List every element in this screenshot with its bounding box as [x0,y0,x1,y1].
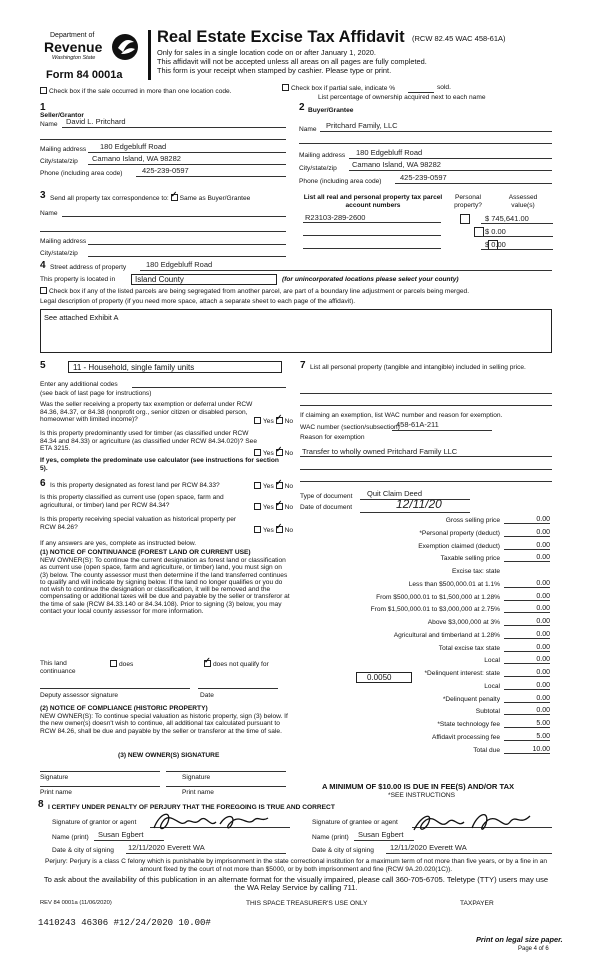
fee-label: *Delinquent interest: state [424,670,500,677]
deputy-date-label: Date [200,692,214,699]
wa-logo-icon [110,32,140,62]
grantor-date-label: Date & city of signing [52,847,114,854]
grantee-date-label: Date & city of signing [312,847,374,854]
multi-location-check[interactable] [40,87,232,96]
buyer-phone-label: Phone (including area code) [299,178,382,185]
minimum-note: A MINIMUM OF $10.00 IS DUE IN FEE(S) AND/OR TAX [322,782,515,791]
sec2-heading [299,102,305,113]
fee-value[interactable]: 0.00 [504,580,550,588]
grantee-sig-label: Signature of grantee or agent [312,819,398,826]
exemption-claim-label: If claiming an exemption, list WAC number and reason for exemption. [300,412,503,419]
corr-city-label: City/state/zip [40,250,78,257]
q-historical-yes-label: Yes [263,527,274,534]
q-historical-yes-checkbox[interactable] [254,526,261,533]
sec3-text [50,194,250,203]
taxpayer-label: TAXPAYER [460,900,494,907]
fee-label: Above $3,000,000 at 3% [427,619,500,626]
buyer-mail-value: 180 Edgebluff Road [356,148,423,157]
parcel-row-2-account[interactable] [303,226,441,236]
q-timber-no-label: No [284,450,294,457]
q-forest-text: Is this property designated as forest land per RCW 84.33? [50,482,220,489]
sec7-heading [300,360,306,371]
sec3-heading [40,190,46,201]
sec7-number: 7 [300,360,306,371]
q-historical-no-checkbox[interactable] [276,526,283,533]
form-number: Form 84 0001a [46,69,123,81]
this-land-label: This land [40,660,67,667]
grantee-date-value: 12/11/2020 Everett WA [390,843,467,852]
partial-sale-check[interactable] [282,84,395,93]
deputy-sig-line[interactable] [40,681,190,689]
grantor-sig-label: Signature of grantor or agent [52,819,137,826]
multi-location-checkbox[interactable] [40,87,47,94]
q-exemption-no-checkbox[interactable] [276,417,283,424]
corr-mail-label: Mailing address [40,238,87,245]
fee-value[interactable]: 0.00 [504,707,550,715]
county-value: Island County [135,275,184,284]
fee-label: From $1,500,000.01 to $3,000,000 at 2.75% [370,606,500,614]
partial-pct-field[interactable] [408,84,434,93]
seller-name-value: David L. Pritchard [66,117,126,126]
partial-sale-checkbox[interactable] [282,84,289,91]
doc-type-label: Type of document [300,493,353,500]
sec6-heading [40,478,46,489]
seller-phone-value: 425-239-0597 [142,166,189,175]
seller-city-label: City/state/zip [40,158,78,165]
fee-label: Total due [473,746,500,754]
sec5-number: 5 [40,360,46,371]
additional-codes-field[interactable] [132,378,286,388]
fee-value[interactable]: 5.00 [504,733,550,741]
q-timber-note: If yes, complete the predominate use calculator (see instructions for section 5). [40,457,279,472]
parcel-row-3-account[interactable] [303,239,441,249]
does-qualify-checkbox[interactable] [110,660,117,667]
fee-label: From $500,000.01 to $1,500,000 at 1.28% [376,593,500,601]
personal-prop-label: List all personal property (tangible and intangible) included in selling price. [310,364,526,371]
sec1-number: 1 [40,102,46,113]
does-qualify-label: does [119,661,134,668]
does-not-qualify-checkbox[interactable] [204,660,211,667]
q-current-use-no-label: No [284,504,294,511]
fee-value[interactable]: 0.00 [504,644,550,652]
grantor-name-value: Susan Egbert [98,830,144,839]
see-back-label: (see back of last page for instructions) [40,390,152,397]
land-use-code-value: 11 - Household, single family units [73,363,195,372]
new-owner-sig-1-line[interactable] [40,764,160,772]
fee-label: Affidavit processing fee [431,733,500,741]
fee-value[interactable]: 0.00 [504,631,550,639]
wac-label: WAC number (section/subsection) [300,424,400,431]
sec3-correspondence-label: Send all property tax correspondence to: [50,195,169,202]
grantee-signature-icon [410,808,540,838]
parcel-header-list: List all real and personal property tax parcel account numbers [303,194,443,209]
q-historical-text: Is this property receiving special valuation as historical property per RCW 84.26? [40,516,237,531]
personal-prop-line-2[interactable] [300,398,552,406]
fee-label: Gross selling price [445,517,500,524]
fee-value[interactable]: 0.00 [504,516,550,524]
corr-name-field[interactable] [62,207,286,217]
reason-value: Transfer to wholly owned Pritchard Family LLC [302,447,458,456]
q-current-use-no-checkbox[interactable] [276,503,283,510]
legal-size-note: Print on legal size paper. [476,935,563,944]
q-historical-no-label: No [284,527,294,534]
corr-name-label: Name [40,210,58,217]
notice3-title: (3) NEW OWNER(S) SIGNATURE [118,752,220,759]
does-not-qualify-check[interactable] [204,660,269,669]
q-timber-yes-checkbox[interactable] [254,449,261,456]
segregated-label: Check box if any of the listed parcels are being segregated from another parcel, are part of a boundary line adjustment or parcels being merged. [49,288,470,295]
pct-note: List percentage of ownership acquired next to each name [318,94,486,101]
sec1-title: Seller/Grantor [40,112,84,119]
header-divider [148,30,151,80]
accessibility-note: To ask about the availability of this publication in an alternate format for the visually impaired, please call 360-705-6705. Teletype (TTY) users may use the WA Relay Service by calling 711. [43,875,549,893]
new-owner-print-2-label: Print name [182,789,214,796]
seller-mail-label: Mailing address [40,146,87,153]
seller-mail-value: 180 Edgebluff Road [100,142,167,151]
new-owner-print-2-line[interactable] [166,779,286,787]
fee-label: Total excise tax state [438,644,500,652]
parcel-header-assessed: Assessed value(s) [508,194,538,209]
street-label: Street address of property [50,264,127,271]
deputy-sig-label: Deputy assessor signature [40,692,119,699]
fee-value[interactable]: 0.00 [504,695,550,703]
fee-value[interactable]: 0.00 [504,542,550,550]
header-note-2: This affidavit will not be accepted unless all areas on all pages are fully completed. [157,57,427,66]
q-timber-no-checkbox[interactable] [276,449,283,456]
q-exemption-no-label: No [284,418,294,425]
doc-date-value: 12/11/20 [396,497,442,511]
new-owner-print-1-label: Print name [40,789,72,796]
page-number: Page 4 of 6 [518,946,549,952]
parcel-row-3-assessed-value: $ 0.00 [485,240,506,249]
additional-codes-label: Enter any additional codes [40,381,118,388]
fee-value[interactable]: 0.00 [504,593,550,601]
sec8-number: 8 [38,799,44,810]
buyer-name-line-2[interactable] [299,134,552,144]
q-current-use-yes-checkbox[interactable] [254,503,261,510]
q-historical-answer [254,526,293,535]
fee-label: Exemption claimed (deduct) [418,542,500,550]
sec2-title: Buyer/Grantee [308,107,354,114]
q-current-use-yes-label: Yes [263,504,274,511]
notice2-title: (2) NOTICE OF COMPLIANCE (HISTORIC PROPERTY) [40,705,208,712]
reason-label: Reason for exemption [300,434,365,441]
fee-label: Local [484,657,500,665]
fee-value[interactable]: 0.00 [504,618,550,626]
segregated-check[interactable] [40,287,469,296]
fee-label: *State technology fee [437,721,500,728]
seller-name-label: Name [40,121,58,128]
new-owner-sig-1-label: Signature [40,774,69,781]
washington-state-label: Washington State [52,55,96,61]
see-instructions-note: *SEE INSTRUCTIONS [388,792,456,799]
perjury-note: Perjury: Perjury is a class C felony which is punishable by imprisonment in the state correctional institution for a maximum term of not more than five years, or by a fine in an amount fixed by the court of not more than $5000, or by both imprisonment and fine (RCW 9A.20.020(1C)). [44,858,548,873]
seller-name-line-2[interactable] [40,130,286,140]
fee-value[interactable]: 0.00 [504,682,550,690]
q-timber-yes-label: Yes [263,450,274,457]
header-note-1: Only for sales in a single location code on or after January 1, 2020. [157,48,376,57]
grantor-date-value: 12/11/2020 Everett WA [128,843,205,852]
fee-label: Taxable selling price [440,555,500,563]
grantor-name-label: Name (print) [52,834,89,841]
grantor-signature-icon [150,808,280,836]
parcel-row-1-assessed-value: $ 745,641.00 [485,214,529,223]
located-label: This property is located in [40,276,116,283]
sec8-heading [38,799,44,810]
sold-label: sold. [437,84,451,91]
sec4-number: 4 [40,260,46,271]
fee-value[interactable]: 0.00 [504,554,550,562]
notice1-text: NEW OWNER(S): To continue the current designation as forest land or classification as current use (open space, farm and agriculture, or timber) land, you must sign on (3) below. The county assessor must then determine if the land transferred continues to qualify and will indicate by signing below. If the land no longer qualifies or you do not wish to continue the designation or classification, it will be removed and the compensating or additional taxes will be due and payable by the seller or transferor at the time of sale (RCW 84.33.140 or 84.34.108). Prior to signing (3) below, you may contact your local county assessor for more information. [40,557,290,616]
reason-line-3[interactable] [300,474,552,482]
local-rate-value: 0.0050 [367,673,392,682]
q-forest-yes-checkbox[interactable] [254,482,261,489]
q-exemption-yes-label: Yes [263,418,274,425]
buyer-name-label: Name [299,126,317,133]
sec6-number: 6 [40,478,46,489]
continuance-label: continuance [40,668,76,675]
grantee-name-label: Name (print) [312,834,349,841]
certify-text: I CERTIFY UNDER PENALTY OF PERJURY THAT THE FOREGOING IS TRUE AND CORRECT [48,804,335,811]
header-note-3: This form is your receipt when stamped by cashier. Please type or print. [157,66,392,75]
buyer-city-label: City/state/zip [299,165,337,172]
seller-phone-label: Phone (including area code) [40,170,123,177]
buyer-name-value: Pritchard Family, LLC [326,121,398,130]
fee-value[interactable]: 5.00 [504,720,550,728]
q-forest-no-checkbox[interactable] [276,482,283,489]
corr-mail-field[interactable] [88,235,286,245]
legal-desc-value: See attached Exhibit A [44,313,119,322]
if-yes-note: If any answers are yes, complete as instructed below. [40,540,197,547]
parcel-row-1-personal-checkbox[interactable] [460,214,470,224]
revenue-wordmark: Revenue [44,39,103,55]
sec3-number: 3 [40,190,46,201]
street-value: 180 Edgebluff Road [146,260,213,269]
notice2-text: NEW OWNER(S): To continue special valuation as historic property, sign (3) below. If the new owner(s) doesn't wish to continue, all additional tax calculated pursuant to RCW 84.26, shall be due and payable by the seller or transferor at the time of sale. [40,713,288,735]
legal-desc-box[interactable] [40,309,552,353]
does-not-qualify-label: does not qualify for [213,661,269,668]
fee-label: *Personal property (deduct) [419,529,500,537]
q-exemption-text: Was the seller receiving a property tax exemption or deferral under RCW 84.36, 84.37, or 84.38 (nonprofit org., senior citizen or disabled person, homeowner with limited income)? [40,401,253,424]
fee-label: Less than $500,000.01 at 1.1% [408,580,500,588]
fee-value[interactable]: 10.00 [504,746,550,754]
doc-date-label: Date of document [300,504,353,511]
multi-location-label: Check box if the sale occurred in more than one location code. [49,88,232,95]
q-timber-text: Is this property predominantly used for timber (as classified under RCW 84.34 and 84.33) or agriculture (as classified under RCW 84.34.020)? See ETA 3215. [40,430,257,453]
buyer-mail-label: Mailing address [299,152,346,159]
seller-city-value: Camano Island, WA 98282 [92,154,181,163]
q-exemption-answer [254,417,293,426]
fee-label: *Delinquent penalty [442,695,500,703]
form-rcw: (RCW 82.45 WAC 458-61A) [412,34,506,43]
reason-line-2[interactable] [300,462,552,470]
fee-label: Agricultural and timberland at 1.28% [393,631,500,639]
cashier-stamp: 1410243 46306 #12/24/2020 10.00# [38,918,211,928]
same-as-buyer-checkbox[interactable] [171,194,178,201]
doc-type-value: Quit Claim Deed [367,489,423,498]
wac-value: 458-61A-211 [396,420,439,429]
grantee-name-value: Susan Egbert [358,830,404,839]
corr-city-field[interactable] [88,247,286,257]
fee-value[interactable]: 0.00 [504,529,550,537]
new-owner-sig-2-line[interactable] [166,764,286,772]
q-current-use-answer [254,503,293,512]
q-forest-answer [254,482,293,491]
same-as-buyer-label: Same as Buyer/Grantee [179,195,251,202]
sec4-heading [40,260,46,271]
county-select[interactable] [131,274,277,285]
parcel-header-personal: Personal property? [454,194,482,209]
buyer-city-value: Camano Island, WA 98282 [352,160,441,169]
q-forest-yes-label: Yes [263,483,274,490]
personal-prop-line-1[interactable] [300,386,552,394]
new-owner-sig-2-label: Signature [182,774,211,781]
fee-label: Local [484,682,500,690]
parcel-row-2-assessed-value: $ 0.00 [485,227,506,236]
does-qualify-check[interactable] [110,660,133,669]
corr-name-line-2[interactable] [40,222,286,232]
fee-label: Subtotal [475,708,500,716]
deputy-date-line[interactable] [198,681,278,689]
buyer-phone-value: 425-239-0597 [400,173,447,182]
segregated-checkbox[interactable] [40,287,47,294]
local-rate-field[interactable] [356,672,412,683]
new-owner-print-1-line[interactable] [40,779,160,787]
form-title: Real Estate Excise Tax Affidavit [157,28,405,46]
parcel-row-1-value: R23103-289-2600 [305,213,366,222]
located-note: (for unincorporated locations please select your county) [282,276,459,283]
partial-sale-label: Check box if partial sale, indicate % [291,85,396,92]
treasurer-use: THIS SPACE TREASURER'S USE ONLY [246,900,368,907]
q-current-use-text: Is this property classified as current use (open space, farm and agricultural, or timber) land per RCW 84.34? [40,494,224,509]
fee-value[interactable]: 0.00 [504,656,550,664]
fee-value[interactable]: 0.00 [504,605,550,613]
fee-value[interactable]: 0.00 [504,669,550,677]
fee-label: Excise tax: state [451,568,500,575]
dept-of-label: Department of [50,32,95,39]
legal-desc-label: Legal description of property (if you need more space, attach a separate sheet to each page of the affidavit). [40,298,356,305]
q-exemption-yes-checkbox[interactable] [254,417,261,424]
notice1-title: (1) NOTICE OF CONTINUANCE (FOREST LAND OR CURRENT USE) [40,549,251,556]
rev-number: REV 84 0001a (11/06/2020) [40,900,112,906]
sec2-number: 2 [299,102,305,113]
land-use-code-select[interactable] [68,361,282,373]
sec5-heading [40,360,46,371]
q-forest-no-label: No [284,483,294,490]
